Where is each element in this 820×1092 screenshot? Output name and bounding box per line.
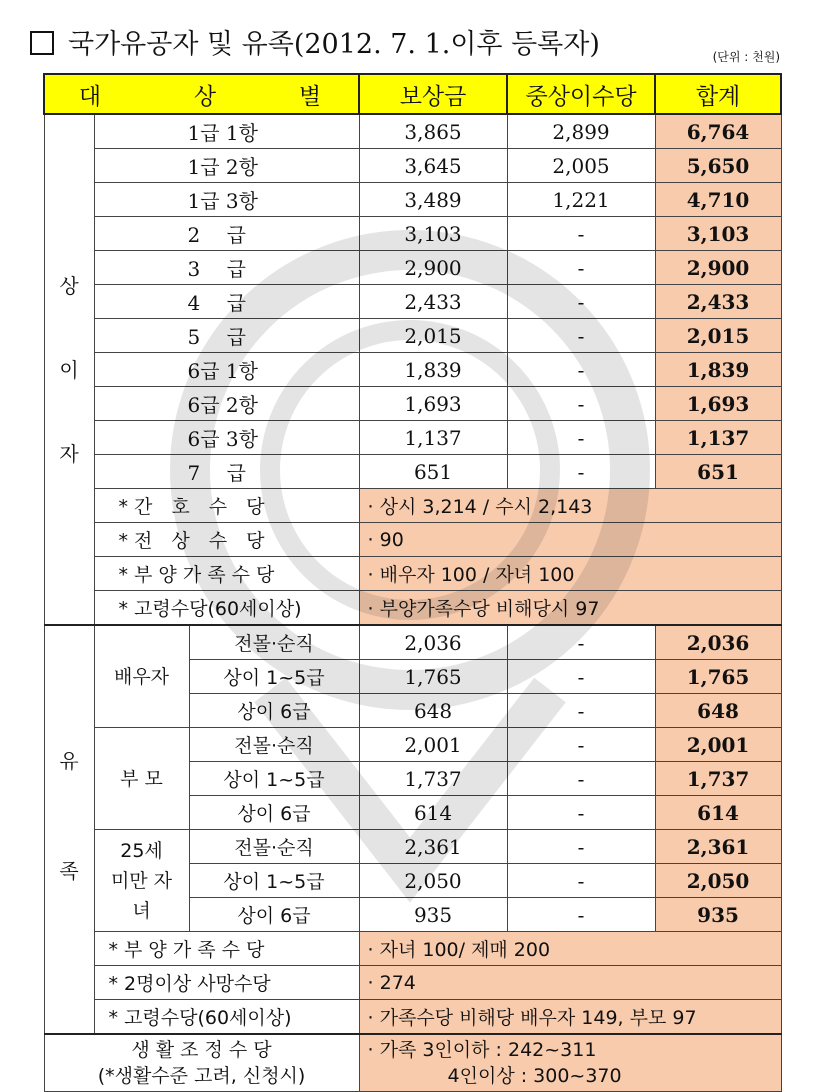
table-row	[44, 387, 781, 421]
allowance-row	[44, 523, 781, 557]
type-cell: 상이 6급	[189, 694, 359, 728]
header-category	[44, 74, 359, 114]
living-adjustment-label	[44, 1034, 359, 1092]
allowance-cell: -	[507, 660, 655, 694]
group-label: 부 모	[94, 728, 189, 830]
total-cell: 2,001	[655, 728, 781, 762]
allowance-row	[44, 591, 781, 626]
living-adjustment-row	[44, 1034, 781, 1092]
injured-label	[44, 114, 94, 625]
header-col1: 대	[78, 83, 102, 110]
total-cell: 2,361	[655, 830, 781, 864]
type-cell: 전몰·순직	[189, 728, 359, 762]
allowance-row	[44, 1000, 781, 1035]
total-cell: 6,764	[655, 114, 781, 149]
total-cell: 2,036	[655, 625, 781, 660]
grade-cell: 6급 2항	[94, 387, 359, 421]
header-col2: 상	[193, 83, 217, 110]
header-total: 합계	[655, 74, 781, 114]
table-row	[44, 728, 781, 762]
bereaved-label-char: 유	[59, 749, 79, 773]
group-label: 배우자	[94, 625, 189, 728]
allowance-row	[44, 489, 781, 523]
table-row	[44, 319, 781, 353]
table-row	[44, 149, 781, 183]
allowance-value: · 274	[359, 966, 781, 1000]
grade-cell: 1급 3항	[94, 183, 359, 217]
total-cell: 3,103	[655, 217, 781, 251]
compensation-cell: 2,433	[359, 285, 507, 319]
header-row	[44, 74, 781, 114]
allowance-label: * 부 양 가 족 수 당	[94, 932, 359, 966]
total-cell: 5,650	[655, 149, 781, 183]
allowance-value: · 자녀 100/ 제매 200	[359, 932, 781, 966]
page-title	[30, 22, 600, 61]
compensation-cell: 1,137	[359, 421, 507, 455]
type-cell: 상이 6급	[189, 796, 359, 830]
compensation-cell: 1,839	[359, 353, 507, 387]
allowance-value: · 부양가족수당 비해당시 97	[359, 591, 781, 626]
allowance-cell: -	[507, 217, 655, 251]
allowance-cell: -	[507, 762, 655, 796]
grade-cell: 2 급	[94, 217, 359, 251]
compensation-cell: 2,050	[359, 864, 507, 898]
allowance-cell: -	[507, 319, 655, 353]
allowance-cell: -	[507, 728, 655, 762]
table-row	[44, 625, 781, 660]
bereaved-label	[44, 625, 94, 1034]
table-row	[44, 285, 781, 319]
grade-cell: 1급 2항	[94, 149, 359, 183]
total-cell: 2,050	[655, 864, 781, 898]
allowance-cell: -	[507, 251, 655, 285]
bereaved-label-char: 족	[59, 859, 79, 883]
total-cell: 1,737	[655, 762, 781, 796]
allowance-label: * 고령수당(60세이상)	[94, 1000, 359, 1035]
total-cell: 4,710	[655, 183, 781, 217]
table-row	[44, 183, 781, 217]
type-cell: 전몰·순직	[189, 830, 359, 864]
allowance-label: * 간 호 수 당	[94, 489, 359, 523]
allowance-row	[44, 966, 781, 1000]
table-row	[44, 114, 781, 149]
allowance-label: * 전 상 수 당	[94, 523, 359, 557]
compensation-cell: 3,489	[359, 183, 507, 217]
allowance-label: * 고령수당(60세이상)	[94, 591, 359, 626]
total-cell: 614	[655, 796, 781, 830]
allowance-cell: 2,899	[507, 114, 655, 149]
footer-section	[44, 1034, 781, 1092]
type-cell: 상이 1~5급	[189, 660, 359, 694]
allowance-row	[44, 557, 781, 591]
allowance-row	[44, 932, 781, 966]
injured-label-char: 상	[59, 273, 79, 298]
compensation-cell: 1,765	[359, 660, 507, 694]
allowance-value: · 가족수당 비해당 배우자 149, 부모 97	[359, 1000, 781, 1035]
total-cell: 2,900	[655, 251, 781, 285]
table-row	[44, 217, 781, 251]
header-col3: 별	[298, 83, 322, 110]
total-cell: 1,765	[655, 660, 781, 694]
injured-label-char: 이	[59, 357, 79, 382]
total-cell: 1,693	[655, 387, 781, 421]
grade-cell: 1급 1항	[94, 114, 359, 149]
compensation-cell: 2,361	[359, 830, 507, 864]
allowance-value: · 90	[359, 523, 781, 557]
allowance-cell: -	[507, 387, 655, 421]
total-cell: 651	[655, 455, 781, 489]
allowance-label: * 부 양 가 족 수 당	[94, 557, 359, 591]
bereaved-section	[44, 625, 781, 1034]
allowance-cell: -	[507, 421, 655, 455]
header-severe-allowance: 중상이수당	[507, 74, 655, 114]
allowance-label: * 2명이상 사망수당	[94, 966, 359, 1000]
table-row	[44, 830, 781, 864]
compensation-cell: 651	[359, 455, 507, 489]
header-compensation: 보상금	[359, 74, 507, 114]
injured-label-char: 자	[59, 441, 79, 466]
compensation-cell: 1,737	[359, 762, 507, 796]
allowance-cell: -	[507, 455, 655, 489]
checkbox-square-icon	[30, 31, 54, 55]
grade-cell: 3 급	[94, 251, 359, 285]
total-cell: 2,433	[655, 285, 781, 319]
allowance-value: · 배우자 100 / 자녀 100	[359, 557, 781, 591]
grade-cell: 4 급	[94, 285, 359, 319]
allowance-cell: -	[507, 898, 655, 932]
allowance-cell: -	[507, 864, 655, 898]
table-row	[44, 251, 781, 285]
compensation-table	[43, 73, 782, 1092]
grade-cell: 6급 3항	[94, 421, 359, 455]
table-row	[44, 353, 781, 387]
compensation-cell: 2,900	[359, 251, 507, 285]
allowance-cell: -	[507, 353, 655, 387]
type-cell: 전몰·순직	[189, 625, 359, 660]
title-text: 국가유공자 및 유족(2012. 7. 1.이후 등록자)	[68, 29, 600, 60]
injured-section	[44, 114, 781, 625]
compensation-cell: 3,865	[359, 114, 507, 149]
compensation-cell: 1,693	[359, 387, 507, 421]
compensation-cell: 2,015	[359, 319, 507, 353]
group-label: 25세 미만 자녀	[94, 830, 189, 932]
type-cell: 상이 6급	[189, 898, 359, 932]
allowance-cell: -	[507, 625, 655, 660]
living-adjustment-value1: · 가족 3인이하 : 242~311	[367, 1039, 597, 1061]
grade-cell: 7 급	[94, 455, 359, 489]
compensation-cell: 2,001	[359, 728, 507, 762]
total-cell: 935	[655, 898, 781, 932]
total-cell: 1,137	[655, 421, 781, 455]
table-row	[44, 421, 781, 455]
allowance-cell: -	[507, 694, 655, 728]
table-row	[44, 455, 781, 489]
compensation-cell: 3,103	[359, 217, 507, 251]
compensation-cell: 2,036	[359, 625, 507, 660]
compensation-cell: 648	[359, 694, 507, 728]
type-cell: 상이 1~5급	[189, 762, 359, 796]
allowance-cell: -	[507, 796, 655, 830]
type-cell: 상이 1~5급	[189, 864, 359, 898]
living-adjustment-value	[359, 1034, 781, 1092]
allowance-cell: 1,221	[507, 183, 655, 217]
total-cell: 2,015	[655, 319, 781, 353]
living-adjustment-note: (*생활수준 고려, 신청시)	[97, 1065, 306, 1087]
allowance-cell: 2,005	[507, 149, 655, 183]
compensation-cell: 935	[359, 898, 507, 932]
living-adjustment-value2: 4인이상 : 300~370	[447, 1065, 622, 1087]
allowance-value: · 상시 3,214 / 수시 2,143	[359, 489, 781, 523]
total-cell: 648	[655, 694, 781, 728]
allowance-cell: -	[507, 830, 655, 864]
living-adjustment-title: 생 활 조 정 수 당	[131, 1039, 272, 1061]
allowance-cell: -	[507, 285, 655, 319]
total-cell: 1,839	[655, 353, 781, 387]
grade-cell: 6급 1항	[94, 353, 359, 387]
compensation-cell: 3,645	[359, 149, 507, 183]
compensation-cell: 614	[359, 796, 507, 830]
grade-cell: 5 급	[94, 319, 359, 353]
unit-label: (단위 : 천원)	[712, 50, 780, 64]
